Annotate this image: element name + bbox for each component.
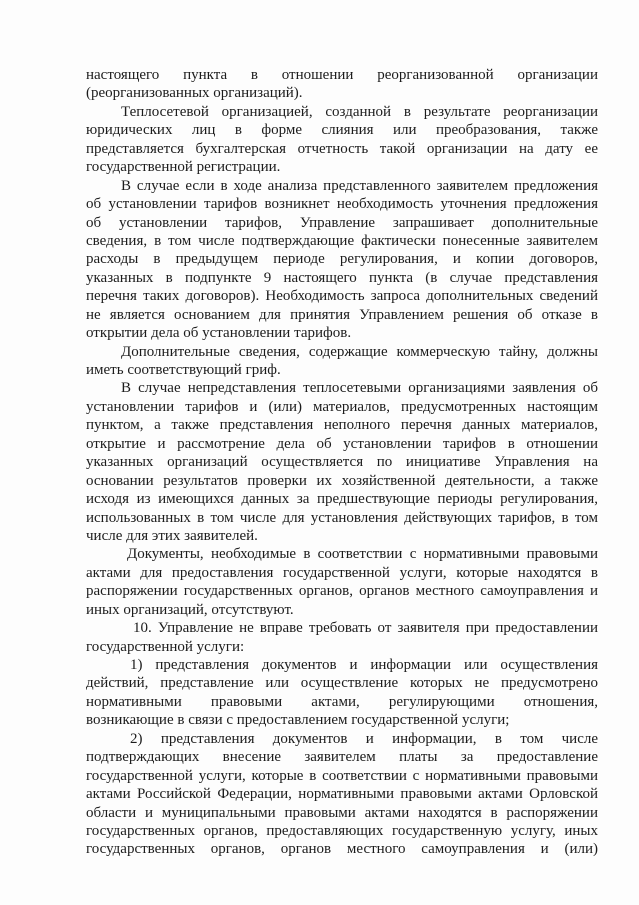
text-line: 2) представления документов и информации, в том числе [130,730,598,747]
text-line: Теплосетевой организацией, созданной в результате реорганизации [121,103,598,120]
text-line: об установлении тарифов возникнет необходимость уточнения предложения [86,196,598,213]
text-line: государственных органов, органов местного самоуправления и (или) [86,841,598,858]
text-line: актами для предоставления государственной услуги, которые находятся в [86,564,598,581]
text-line: исходя из имеющихся данных за предшествующие периоды регулирования, [86,491,598,508]
text-line: настоящего пункта в отношении реорганизованной организации [86,67,598,83]
text-line: государственной регистрации. [86,159,281,176]
text-line: установлении тарифов и (или) материалов, предусмотренных настоящим [86,398,598,415]
text-line: иметь соответствующий гриф. [86,362,281,378]
text-line: юридических лиц в форме слияния или преобразования, также [86,122,598,139]
text-line: 1) представления документов и информации или осуществления [130,657,598,673]
text-line: подтверждающих внесение заявителем платы за предоставление [86,749,598,766]
text-line: перечня таких договоров). Необходимость запроса дополнительных сведений [86,288,598,305]
text-line: нормативными правовыми актами, регулирующими отношения, [86,693,598,710]
text-line: сведения, в том числе подтверждающие фактически понесенные заявителем [86,232,598,249]
text-line: 10. Управление не вправе требовать от заявителя при предоставлении [133,620,598,637]
text-line: пунктом, а также представления неполного перечня данных материалов, [86,417,598,434]
text-line: Дополнительные сведения, содержащие коммерческую тайну, должны [121,343,598,360]
text-line: не является основанием для принятия Управлением решения об отказе в [86,306,598,323]
document-body [86,66,598,859]
text-line: В случае если в ходе анализа представленного заявителем предложения [121,177,598,194]
text-line: числе для этих заявителей. [86,527,258,544]
text-line: государственных органов, предоставляющих государственную услугу, иных [86,822,598,839]
text-line: актами Российской Федерации, нормативными правовыми актами Орловской [86,786,598,803]
text-line: государственной услуги, которые в соответствии с нормативными правовыми [86,767,598,784]
text-line: В случае непредставления теплосетевыми организациями заявления об [121,380,598,397]
text-line: действий, представление или осуществление которых не предусмотрено [86,675,598,692]
text-line: Документы, необходимые в соответствии с нормативными правовыми [127,546,598,563]
text-line: расходы в предыдущем периоде регулирования, и копии договоров, [86,251,598,268]
text-line: об установлении тарифов, Управление запрашивает дополнительные [86,214,598,231]
text-line: основании результатов проверки их хозяйственной деятельности, а также [86,472,598,489]
text-line: государственной услуги: [86,638,245,655]
text-line: указанных организаций осуществляется по инициативе Управления на [86,454,598,471]
text-line: указанных в подпункте 9 настоящего пункта (в случае представления [86,269,598,286]
text-line: представляется бухгалтерская отчетность такой организации на дату ее [86,140,598,157]
text-line: возникающие в связи с предоставлением государственной услуги; [86,712,510,729]
text-line: открытие и рассмотрение дела об установлении тарифов в отношении [86,435,598,452]
text-line: (реорганизованных организаций). [86,85,303,102]
text-line: открытии дела об установлении тарифов. [86,325,352,342]
text-line: области и муниципальными правовыми актами находятся в распоряжении [86,804,598,821]
text-line: иных организаций, отсутствуют. [86,601,294,618]
text-line: использованных в том числе для установления действующих тарифов, в том [86,509,598,526]
text-line: распоряжении государственных органов, органов местного самоуправления и [86,583,598,600]
